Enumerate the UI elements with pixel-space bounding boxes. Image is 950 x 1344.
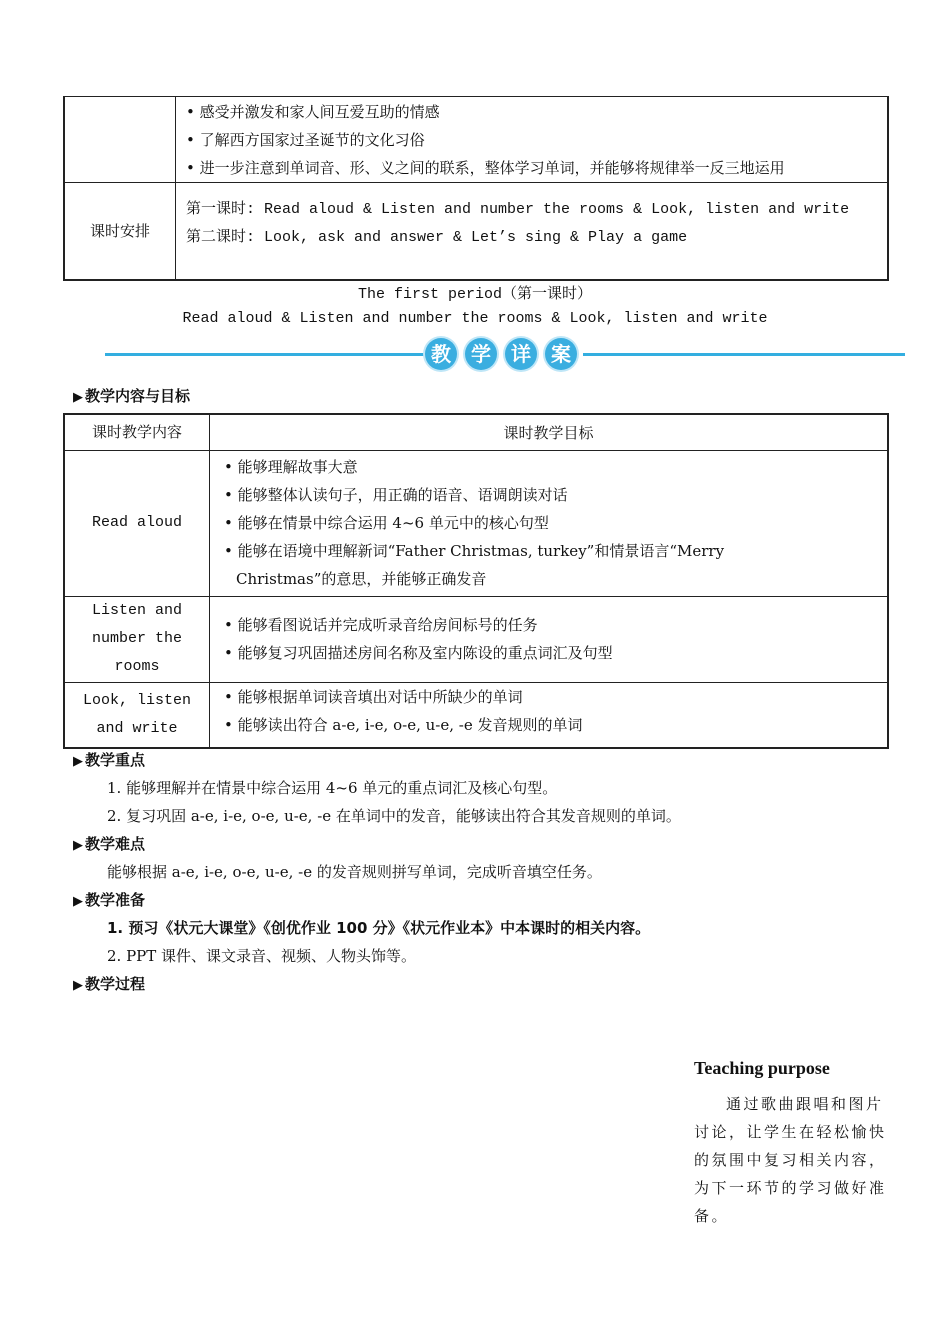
goal-item: • 能够复习巩固描述房间名称及室内陈设的重点词汇及句型 [224,639,887,667]
banner-line-left [105,353,425,356]
course-plan-table [63,96,889,281]
row-name-line: and write [96,719,178,737]
row-goals-look [210,682,889,748]
period-subtitle: Read aloud & Listen and number the rooms & Look, listen and write [182,310,768,327]
schedule-label: 课时安排 [64,183,176,280]
goal-item-continued: Christmas”的意思，并能够正确发音 [236,570,487,588]
header-right: 课时教学目标 [210,414,889,450]
row-name-line: Listen and [91,602,182,619]
row-goals-listen [210,596,889,682]
row-name-line: Look, listen [82,691,192,709]
difficult-points-title: ▶ 教学难点 [73,833,145,854]
preparation-item: 1. 预习《状元大课堂》《创优作业 100 分》《状元作业本》中本课时的相关内容。 [107,919,651,937]
goal-item: • 能够在情景中综合运用 4~6 单元中的核心句型 [224,509,887,537]
schedule-cell [176,183,889,280]
row-name-read-aloud: Read aloud [64,450,210,596]
header-left: 课时教学内容 [64,414,210,450]
row-goals-read-aloud [210,450,889,596]
schedule-line-2: 第二课时: Look, ask and answer & Let’s sing & Play a game [186,228,688,246]
key-point-item: 1. 能够理解并在情景中综合运用 4~6 单元的重点词汇及核心句型。 [107,779,558,797]
section-content-title: ▶ 教学内容与目标 [73,385,190,406]
emotion-goal-item: • 进一步注意到单词音、形、义之间的联系，整体学习单词，并能够将规律举一反三地运用 [186,154,877,182]
row-name-line: number the [91,630,182,647]
preparation-item: 2. PPT 课件、课文录音、视频、人物头饰等。 [107,947,417,965]
process-title: ▶ 教学过程 [73,973,145,994]
difficult-point-text: 能够根据 a-e, i-e, o-e, u-e, -e 的发音规则拼写单词，完成听音填空任务。 [107,863,602,881]
goal-item: • 能够在语境中理解新词“Father Christmas, turkey”和情景语言“Merry [224,537,887,565]
banner-char: 教 [425,338,457,370]
goal-item: • 能够读出符合 a-e, i-e, o-e, u-e, -e 发音规则的单词 [224,711,887,739]
row-name-listen [64,596,210,682]
empty-cell [64,97,176,183]
goal-item: • 能够看图说话并完成听录音给房间标号的任务 [224,611,887,639]
teaching-purpose-title: Teaching purpose [694,1058,830,1078]
row-name-line: rooms [114,658,160,675]
banner-badge [423,336,583,372]
goal-table [63,413,889,749]
emotion-goals-cell [176,97,889,183]
period-title: The first period（第一课时） [357,286,593,303]
goal-item: • 能够根据单词读音填出对话中所缺少的单词 [224,683,887,711]
key-point-item: 2. 复习巩固 a-e, i-e, o-e, u-e, -e 在单词中的发音，能够读出符合其发音规则的单词。 [107,807,681,825]
goal-item: • 能够理解故事大意 [224,453,887,481]
teaching-plan-banner [105,336,905,372]
banner-char: 学 [465,338,497,370]
preparation-title: ▶ 教学准备 [73,889,145,910]
teaching-purpose-text: 通过歌曲跟唱和图片讨论，让学生在轻松愉快的氛围中复习相关内容，为下一环节的学习做好准备。 [694,1095,887,1225]
row-name-look [64,682,210,748]
schedule-line-1: 第一课时: Read aloud & Listen and number the rooms & Look, listen and write [186,200,850,218]
banner-char: 案 [545,338,577,370]
key-points-title: ▶ 教学重点 [73,749,145,770]
banner-line-right [583,353,905,356]
goal-item: • 能够整体认读句子，用正确的语音、语调朗读对话 [224,481,887,509]
emotion-goal-item: • 感受并激发和家人间互爱互助的情感 [186,98,877,126]
banner-char: 详 [505,338,537,370]
emotion-goal-item: • 了解西方国家过圣诞节的文化习俗 [186,126,877,154]
